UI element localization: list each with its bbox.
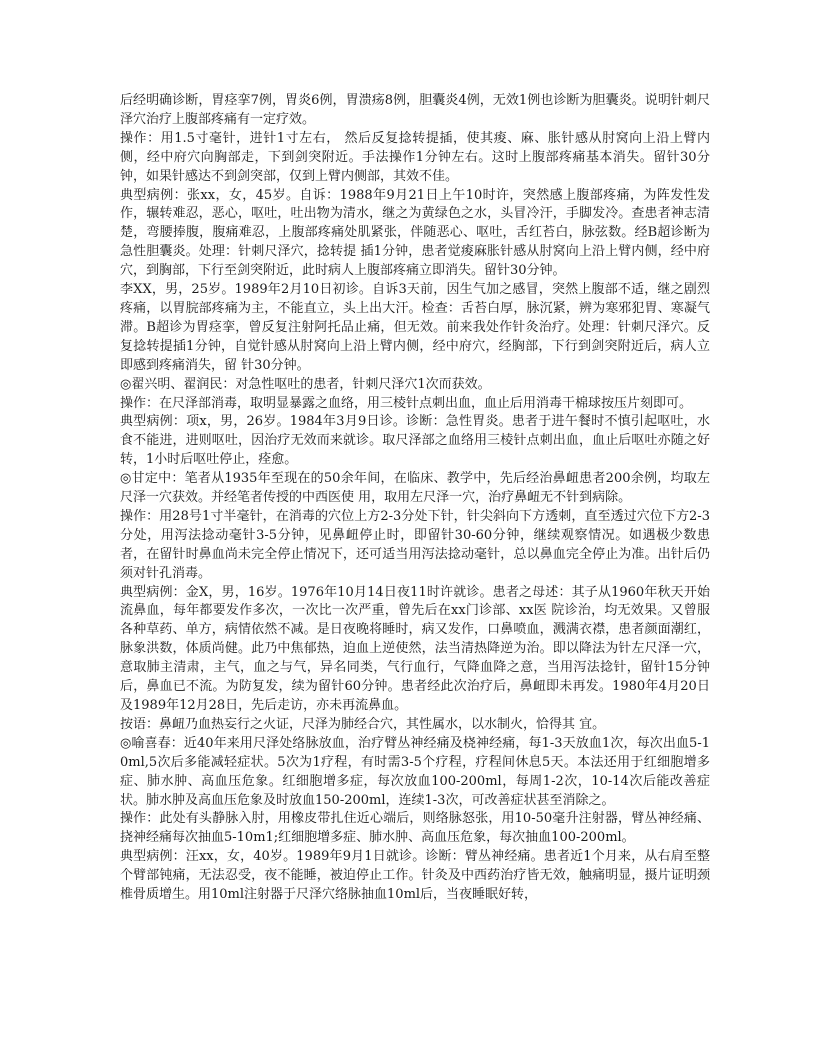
paragraph-zhai-intro: ◎翟兴明、翟润民：对急性呕吐的患者，针刺尺泽穴1次而获效。 bbox=[120, 376, 491, 392]
paragraph-case-li: 李XX，男，25岁。1989年2月10日初诊。自诉3天前，因生气加之感冒，突然上腹部不适，继之剧烈疼痛，以胃脘部疼痛为主，不能直立，头上出大汗。检查：舌苔白厚，脉沉紧，辨为寒邪犯胃、寒凝气滞。B超诊为胃痉挛，曾反复注射阿托品止痛，但无效。前来我处作针灸治疗。处理：针刺尺泽穴。反复捻转提插1分钟，自觉针感从肘窝向上沿上臂内侧，经中府穴，经胸部，下行到剑突附近后，病人立即感到疼痛消失，留 针30分钟。 bbox=[120, 282, 710, 373]
paragraph-operation-bloodletting: 操作：在尺泽部消毒，取明显暴露之血络，用三棱针点刺出血，血止后用消毒干棉球按压片刻即可。 bbox=[120, 395, 693, 411]
paragraph-case-zhang: 典型病例：张xx，女，45岁。自诉：1988年9月21日上午10时许，突然感上腹部疼痛，为阵发性发作，辗转难忍，恶心，呕吐，吐出物为清水，继之为黄绿色之水，头冒冷汗，手脚发冷。查患者神志清楚，弯腰捧腹，腹痛难忍，上腹部疼痛处肌紧张，伴随恶心、呕吐，舌红苔白，脉弦数。经B超诊断为急性胆囊炎。处理：针刺尺泽穴，捻转提 插1分钟，患者觉痠麻胀针感从肘窝向上沿上臂内侧，经中府穴，到胸部，下行至剑突附近，此时病人上腹部疼痛立即消失。留针30分钟。 bbox=[120, 187, 710, 279]
paragraph-operation-needling: 操作：用1.5寸毫针，进针1寸左右， 然后反复捻转提插，使其痠、麻、胀针感从肘窝向上沿上臂内侧，经中府穴向胸部走，下到剑突附近。手法操作1分钟左右。这时上腹部疼痛基本消失。留针30分钟，如果针感达不到剑突部，仅到上臂内侧部，其效不佳。 bbox=[120, 130, 710, 184]
paragraph-operation-venous: 操作：此处有头静脉入肘，用橡皮带扎住近心端后，则络脉怒张，用10-50毫升注射器，臂丛神经痛、挠神经痛每次抽血5-10m1;红细胞增多症、肺水肿、高血压危象，每次抽血100-200ml。 bbox=[120, 811, 710, 846]
body-text bbox=[120, 92, 710, 905]
paragraph-case-jin: 典型病例：金X，男，16岁。1976年10月14日夜11时许就诊。患者之母述：其子从1960年秋天开始流鼻血，每年都要发作多次，一次比一次严重，曾先后在xx门诊部、xx医 院诊治，均无效果。又曾服各种草药、单方，病情依然不减。是日夜晚将睡时，病又发作，口鼻喷血，溅满衣襟，患者颜面潮红，脉象洪数，体质尚健。此乃中焦郁热，迫血上逆使然，法当清热降逆为治。即以降法为针左尺泽一穴，意取肺主清肃，主气，血之与气，异名同类，气行血行，气降血降之意，当用泻法捻针，留针15分钟后，鼻血已不流。为防复发，续为留针60分钟。患者经此次治疗后，鼻衄即未再发。1980年4月20日及1989年12月28日，先后走访，亦未再流鼻血。 bbox=[120, 584, 710, 713]
paragraph-gan-intro: ◎甘定中：笔者从1935年至现在的50余年间，在临床、教学中，先后经治鼻衄患者200余例，均取左尺泽一穴获效。并经笔者传授的中西医使 用，取用左尺泽一穴，治疗鼻衄无不针到病除。 bbox=[120, 471, 710, 506]
paragraph-commentary: 按语：鼻衄乃血热妄行之火证，尺泽为肺经合穴，其性属水，以水制火，恰得其 宜。 bbox=[120, 716, 606, 732]
paragraph-yu-intro: ◎喻喜春：近40年来用尺泽处络脉放血，治疗臂丛神经痛及桡神经痛，每1-3天放血1次，每次出血5-10ml,5次后多能减轻症状。5次为1疗程，有时需3-5个疗程，疗程间休息5天。本法还用于红细胞增多症、肺水肿、高血压危象。红细胞增多症，每次放血100-200ml，每周1-2次，10-14次后能改善症状。肺水肿及高血压危象及时放血150-200ml，连续1-3次，可改善症状甚至消除之。 bbox=[120, 735, 710, 808]
paragraph-diagnosis-summary: 后经明确诊断，胃痉挛7例，胃炎6例，胃溃疡8例，胆囊炎4例，无效1例也诊断为胆囊炎。说明针刺尺泽穴治疗上腹部疼痛有一定疗效。 bbox=[120, 93, 710, 127]
paragraph-case-wang: 典型病例：汪xx，女，40岁。1989年9月1日就诊。诊断：臂丛神经痛。患者近1个月来，从右肩至整个臂部钝痛，无法忍受，夜不能睡，被迫停止工作。针灸及中西药治疗皆无效，触痛明显，摄片证明颈椎骨质增生。用10ml注射器于尺泽穴络脉抽血10ml后，当夜睡眠好转， bbox=[120, 849, 710, 903]
paragraph-case-xiang: 典型病例：项x，男，26岁。1984年3月9日诊。诊断：急性胃炎。患者于进午餐时不慎引起呕吐，水食不能进，进则呕吐，因治疗无效而来就诊。取尺泽部之血络用三棱针点刺出血，血止后呕吐亦随之好转，1小时后呕吐停止，痊愈。 bbox=[120, 414, 710, 468]
paragraph-operation-epistaxis: 操作：用28号1寸半毫针，在消毒的穴位上方2-3分处下针，针尖斜向下方透刺，直至透过穴位下方2-3分处，用泻法捻动毫针3-5分钟，见鼻衄停止时，即留针30-60分钟，继续观察情况。如遇极少数患者，在留针时鼻血尚未完全停止情况下，还可适当用泻法捻动毫针，总以鼻血完全停止为准。出针后仍须对针孔消毒。 bbox=[120, 508, 710, 581]
